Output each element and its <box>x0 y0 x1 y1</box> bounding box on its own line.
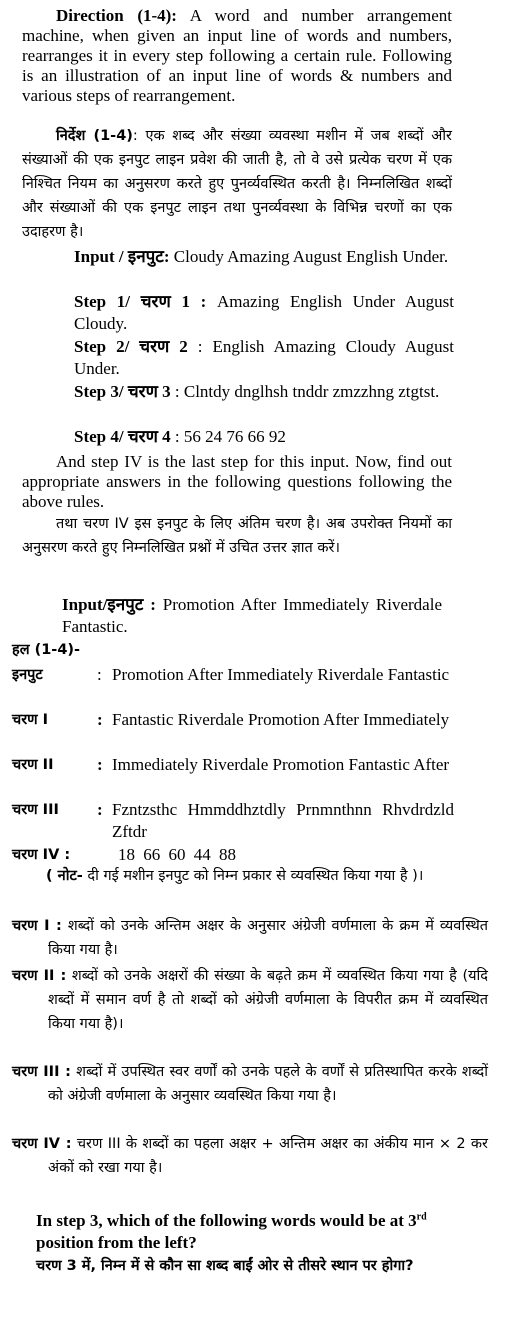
rule-key: चरण I : <box>12 918 62 934</box>
example-step-3 <box>74 381 454 403</box>
example-step-2 <box>74 336 454 380</box>
given-input-label: Input/इनपुट : <box>62 595 156 614</box>
rule-text: शब्दों में उपस्थित स्वर वर्णों को उनके पहले के वर्णों से प्रतिस्थापित करके शब्दों को अंग्रेजी वर्णमाला के अनुसार व्यवस्थित किया गया है। <box>48 1064 488 1104</box>
last-step-hindi: तथा चरण IV इस इनपुट के लिए अंतिम चरण है। अब उपरोक्त नियमों का अनुसरण करते हुए निम्नलिखित प्रश्नों में उचित उत्तर ज्ञात करें। <box>22 516 452 556</box>
solution-row-key: चरण III <box>12 802 59 818</box>
rule-key: चरण III : <box>12 1064 71 1080</box>
last-step-english: And step IV is the last step for this input. Now, find out appropriate answers in the following questions following the above rules. <box>22 452 452 511</box>
rule-step-2 <box>12 964 488 1036</box>
example-step-2-value: : English Amazing Cloudy August Under. <box>74 337 454 378</box>
direction-hindi <box>22 124 452 244</box>
question-text-end: position from the left? <box>36 1233 197 1252</box>
solution-row-value: Fantastic Riverdale Promotion After Immediately <box>112 710 450 729</box>
solution-row-key: चरण II <box>12 757 54 773</box>
example-step-2-label: Step 2/ चरण 2 <box>74 337 188 356</box>
rule-step-3 <box>12 1060 488 1108</box>
rule-key: चरण II : <box>12 968 67 984</box>
example-step-1 <box>74 291 454 335</box>
solution-row-colon: : <box>97 665 102 684</box>
question-english <box>36 1210 466 1254</box>
solution-heading: हल (1-4)- <box>12 642 81 658</box>
rule-key: चरण IV : <box>12 1136 72 1152</box>
direction-text: A word and number arrangement machine, when given an input line of words and numbers, rearranges it in every step following a certain rule. Following is an illustration of an input line of words & numbers and various steps of rearrangement. <box>22 6 453 105</box>
direction-hindi-text: : एक शब्द और संख्या व्यवस्था मशीन में जब शब्दों और संख्याओं की एक इनपुट लाइन प्रवेश की जाती है, तो वे उसे प्रत्येक चरण में एक निश्चित नियम का अनुसरण करते हुए पुनर्व्यवस्थित करती है। निम्नलिखित शब्दों और संख्याओं की एक इनपुट लाइन तथा पुनर्व्यवस्था के विभिन्न चरणों का एक उदाहरण है। <box>22 128 452 240</box>
solution-row-colon: : <box>97 755 103 774</box>
given-input <box>62 594 442 638</box>
direction-label: Direction (1-4): <box>56 6 177 25</box>
example-step-3-label: Step 3/ चरण 3 <box>74 382 171 401</box>
solution-row-key: चरण I <box>12 712 49 728</box>
solution-row-colon: : <box>97 800 103 819</box>
question-text: In step 3, which of the following words would be at 3 <box>36 1211 417 1230</box>
example-step-1-label: Step 1/ चरण 1 : <box>74 292 207 311</box>
rule-text: शब्दों को उनके अक्षरों की संख्या के बढ़ते क्रम में व्यवस्थित किया गया है (यदि शब्दों में समान वर्ण है तो शब्दों को अंग्रेजी वर्णमाला के विपरीत क्रम में व्यवस्थित किया गया है)। <box>48 968 488 1032</box>
question-hindi: चरण 3 में, निम्न में से कौन सा शब्द बाईं ओर से तीसरे स्थान पर होगा? <box>36 1258 414 1274</box>
rule-step-4 <box>12 1132 488 1180</box>
solution-row-value: Immediately Riverdale Promotion Fantastic After <box>112 755 450 774</box>
solution-row-value: Promotion After Immediately Riverdale Fantastic <box>112 665 450 684</box>
note-label: ( नोट- <box>46 868 83 884</box>
example-step-1-value: Amazing English Under August Cloudy. <box>74 292 454 333</box>
note-text: दी गई मशीन इनपुट को निम्न प्रकार से व्यवस्थित किया गया है )। <box>82 868 424 884</box>
example-step-4-value: : 56 24 76 66 92 <box>170 427 286 446</box>
example-input <box>74 246 454 268</box>
example-step-4-label: Step 4/ चरण 4 <box>74 427 171 446</box>
rule-text: शब्दों को उनके अन्तिम अक्षर के अनुसार अंग्रेजी वर्णमाला के क्रम में व्यवस्थित किया गया है। <box>48 918 488 958</box>
solution-row-value: 18 66 60 44 88 <box>118 845 236 864</box>
example-step-4 <box>74 426 454 448</box>
rule-step-1 <box>12 914 488 962</box>
example-input-label: Input / इनपुट: <box>74 247 170 266</box>
example-step-3-value: : Clntdy dnglhsh tnddr zmzzhng ztgtst. <box>170 382 440 401</box>
rule-text: चरण III के शब्दों का पहला अक्षर + अन्तिम अक्षर का अंकीय मान × 2 कर अंकों को रखा गया है। <box>48 1136 488 1176</box>
direction-english <box>22 6 452 106</box>
solution-row-key: चरण IV : <box>12 847 71 863</box>
given-input-value: Promotion After Immediately Riverdale Fantastic. <box>62 595 443 636</box>
direction-hindi-label: निर्देश (1-4) <box>56 128 133 144</box>
solution-row-key: इनपुट <box>12 667 43 683</box>
question-superscript: rd <box>416 1211 427 1223</box>
solution-row-value: Fzntzsthc Hmmddhztdly Prnmnthnn Rhvdrdzld Zftdr <box>112 800 454 841</box>
solution-row-colon: : <box>97 710 103 729</box>
solution-note <box>12 864 452 888</box>
example-input-value: Cloudy Amazing August English Under. <box>169 247 449 266</box>
